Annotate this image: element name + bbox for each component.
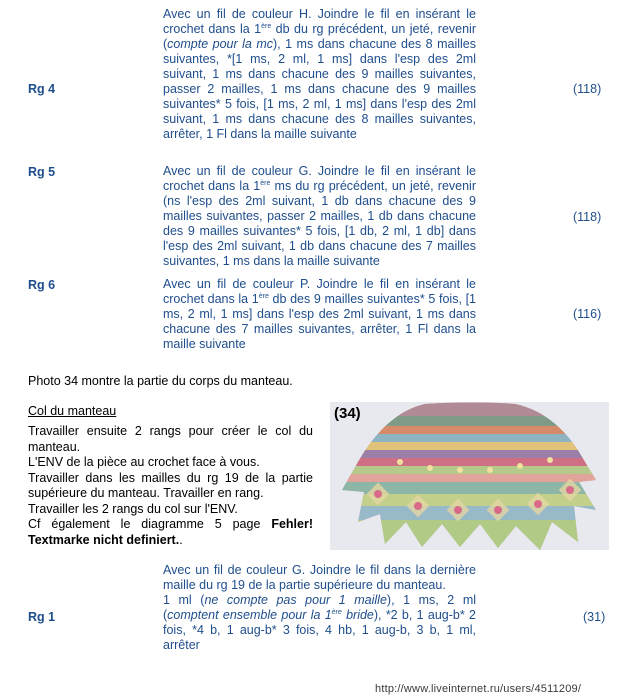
- text-run: bride: [341, 608, 374, 622]
- text-run: ms du rg précédent, un jeté, revenir (ns l'esp des 2ml suivant, 1 db dans chacune des 9 mailles suivantes, passer 2 mailles, 1 db dans chacune des 9 mailles suivantes* 5 fois, [1 db, 2 ml, 1 db] dans l'esp des 2ml suivant, 1 db dans chacune des 7 mailles suivantes, 1 ms dans la maille suivante: [163, 179, 476, 268]
- text-run: comptent ensemble pour la 1: [167, 608, 332, 622]
- text-run: Avec un fil de couleur H. Joindre le fil en insérant le crochet dans la 1: [163, 7, 476, 36]
- text-run: Fehler! Textmarke nicht definiert.: [28, 517, 313, 547]
- crochet-yoke-image: [330, 402, 609, 550]
- row-instructions: [163, 7, 476, 142]
- section-paragraph: [28, 517, 313, 548]
- row-instructions: [163, 563, 476, 653]
- photo-label: (34): [334, 405, 361, 422]
- watermark-url: http://www.liveinternet.ru/users/4511209/: [375, 683, 582, 695]
- text-run: Avec un fil de couleur G. Joindre le fil en insérant le crochet dans la 1: [163, 164, 476, 193]
- text-run: db du rg précédent, un jeté, revenir (: [163, 22, 476, 51]
- text-run: Avec un fil de couleur P. Joindre le fil en insérant le crochet dans la 1: [163, 277, 476, 306]
- stitch-count: (118): [573, 210, 602, 224]
- stitch-count: (31): [583, 610, 606, 624]
- text-run: ère: [261, 22, 272, 30]
- row-instructions: [163, 277, 476, 352]
- section-paragraph: [28, 455, 313, 471]
- text-run: ère: [258, 292, 269, 300]
- text-run: ), *2 b, 1 aug-b* 2 fois, *4 b, 1 aug-b* 3 fois, 4 hb, 1 aug-b, 3 b, 1 ml, arrêter: [163, 608, 476, 652]
- row-label: Rg 4: [28, 82, 56, 96]
- row-label: Rg 1: [28, 610, 56, 624]
- text-run: ère: [331, 608, 342, 616]
- text-run: .: [179, 532, 183, 547]
- section-paragraph: [28, 471, 313, 502]
- text-run: Travailler ensuite 2 rangs pour créer le col du manteau.: [28, 424, 313, 454]
- stitch-count: (116): [573, 307, 602, 321]
- section-paragraph: [28, 424, 313, 455]
- photo-34: [330, 402, 609, 550]
- text-run: Avec un fil de couleur G. Joindre le fil dans la dernière maille du rg 19 de la partie supérieure du manteau. 1 ml (: [163, 563, 476, 607]
- text-run: L'ENV de la pièce au crochet face à vous.: [28, 455, 260, 469]
- text-run: db des 9 mailles suivantes* 5 fois, [1 ms, 2 ml, 1 ms] dans l'esp des 2ml suivant, 1 ms dans chacune des 7 mailles suivantes, arrêter, 1 Fl dans la maille suivante: [163, 292, 476, 351]
- row-instructions: [163, 164, 476, 269]
- section-paragraph: [28, 502, 313, 518]
- text-run: Travailler dans les mailles du rg 19 de la partie supérieure du manteau. Travailler en rang.: [28, 470, 313, 500]
- text-run: compte pour la mc: [167, 37, 274, 51]
- stitch-count: (118): [573, 82, 602, 96]
- text-run: ne compte pas pour 1 maille: [204, 593, 387, 607]
- section-title: Col du manteau: [28, 404, 117, 418]
- text-run: Travailler les 2 rangs du col sur l'ENV.: [28, 501, 238, 516]
- photo-caption: Photo 34 montre la partie du corps du manteau.: [28, 374, 293, 388]
- text-run: ), 1 ms, 2 ml (: [163, 593, 477, 622]
- text-run: ère: [260, 179, 271, 187]
- text-run: ), 1 ms dans chacune des 8 mailles suivantes, *[1 ms, 2 ml, 1 ms] dans l'esp des 2ml suivant, 1 ms dans chacune des 9 mailles suivantes, passer 2 mailles, 1 ms dans chacune des 9 mailles suivantes* 5 fois, [1 ms, 2 ml, 1 ms] dans l'esp des 2ml suivant, 1 ms dans chacune des 8 mailles suivantes, arrêter, 1 Fl dans la maille suivante: [163, 37, 476, 141]
- row-label: Rg 5: [28, 165, 56, 179]
- section-text: [28, 424, 313, 548]
- row-label: Rg 6: [28, 278, 56, 292]
- text-run: Cf également le diagramme 5 page: [28, 517, 272, 531]
